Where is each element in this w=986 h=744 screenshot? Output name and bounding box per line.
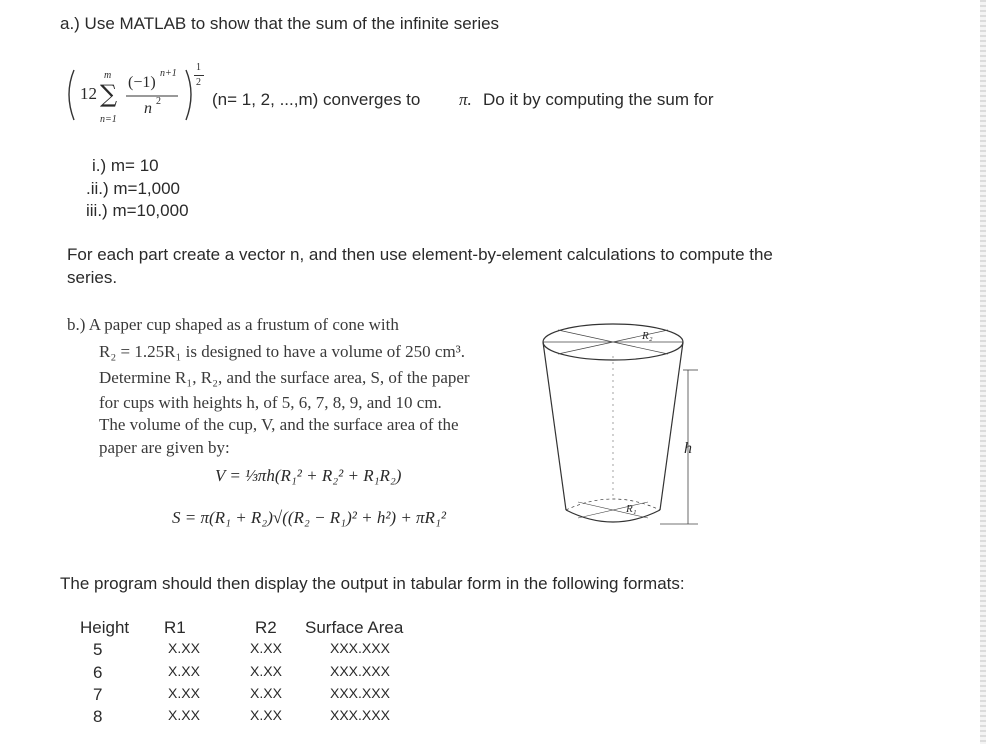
label-h: h: [684, 440, 692, 457]
header-r1: R1: [164, 618, 186, 637]
row-3-r2: X.XX: [250, 685, 282, 701]
item-i: i.) m= 10: [92, 156, 159, 175]
instruction-line-2: series.: [67, 268, 118, 287]
frustum-drawing: [538, 316, 708, 536]
row-1-height: 5: [93, 640, 103, 659]
denominator-exp: 2: [156, 96, 161, 107]
row-1-r1: X.XX: [168, 640, 200, 656]
sigma-symbol: ∑: [100, 80, 118, 108]
denominator: n: [144, 100, 152, 117]
item-ii: .ii.) m=1,000: [86, 179, 181, 198]
part-b-line-2: R₂ = 1.25R₁ is designed to have a volume of 250 cm³.: [99, 342, 466, 361]
row-3-r1: X.XX: [168, 685, 200, 701]
part-b-line-1: b.) A paper cup shaped as a frustum of cone with: [67, 315, 399, 334]
row-3-height: 7: [93, 685, 103, 704]
formula-text-2: Do it by computing the sum for: [483, 90, 714, 109]
row-3-surface: XXX.XXX: [330, 685, 390, 701]
row-1-r2: X.XX: [250, 640, 282, 656]
row-2-height: 6: [93, 663, 103, 682]
instruction-line-1: For each part create a vector n, and then use element-by-element calculations to compute the: [67, 245, 773, 264]
frustum-figure: [538, 316, 708, 536]
equation-surface: S = π(R₁ + R₂)√((R₂ − R₁)² + h²) + πR₁²: [172, 508, 446, 527]
row-4-r2: X.XX: [250, 707, 282, 723]
scan-edge: [980, 0, 986, 744]
outer-exp-bar: [194, 75, 204, 76]
header-surface-area: Surface Area: [305, 618, 404, 637]
pi-symbol: π.: [459, 90, 472, 109]
output-intro: The program should then display the output in tabular form in the following formats:: [60, 574, 685, 593]
numerator-exp: n+1: [160, 68, 177, 79]
row-2-r2: X.XX: [250, 663, 282, 679]
part-b-line-4: for cups with heights h, of 5, 6, 7, 8, 9, and 10 cm.: [99, 393, 442, 412]
series-formula: [60, 58, 220, 128]
part-b-line-3: Determine R₁, R₂, and the surface area, S, of the paper: [99, 368, 470, 387]
row-1-surface: XXX.XXX: [330, 640, 390, 656]
label-r2: R₂: [642, 330, 653, 342]
row-4-height: 8: [93, 707, 103, 726]
outer-exp-num: 1: [196, 62, 201, 73]
part-a-heading: a.) Use MATLAB to show that the sum of the infinite series: [60, 14, 500, 33]
header-r2: R2: [255, 618, 277, 637]
part-b-line-5: The volume of the cup, V, and the surface area of the: [99, 415, 459, 434]
label-r1: R₁: [626, 503, 637, 515]
sum-lower: n=1: [100, 114, 117, 125]
part-b-line-6: paper are given by:: [99, 438, 230, 457]
row-2-r1: X.XX: [168, 663, 200, 679]
equation-volume: V = ⅓πh(R₁² + R₂² + R₁R₂): [215, 466, 402, 485]
header-height: Height: [80, 618, 130, 637]
item-iii: iii.) m=10,000: [86, 201, 189, 220]
row-4-r1: X.XX: [168, 707, 200, 723]
outer-exp-den: 2: [196, 77, 201, 88]
formula-text-1: (n= 1, 2, ...,m) converges to: [212, 90, 421, 109]
row-2-surface: XXX.XXX: [330, 663, 390, 679]
row-4-surface: XXX.XXX: [330, 707, 390, 723]
sum-upper: m: [104, 70, 112, 81]
formula-coef: 12: [80, 84, 97, 103]
numerator: (−1): [128, 74, 156, 91]
